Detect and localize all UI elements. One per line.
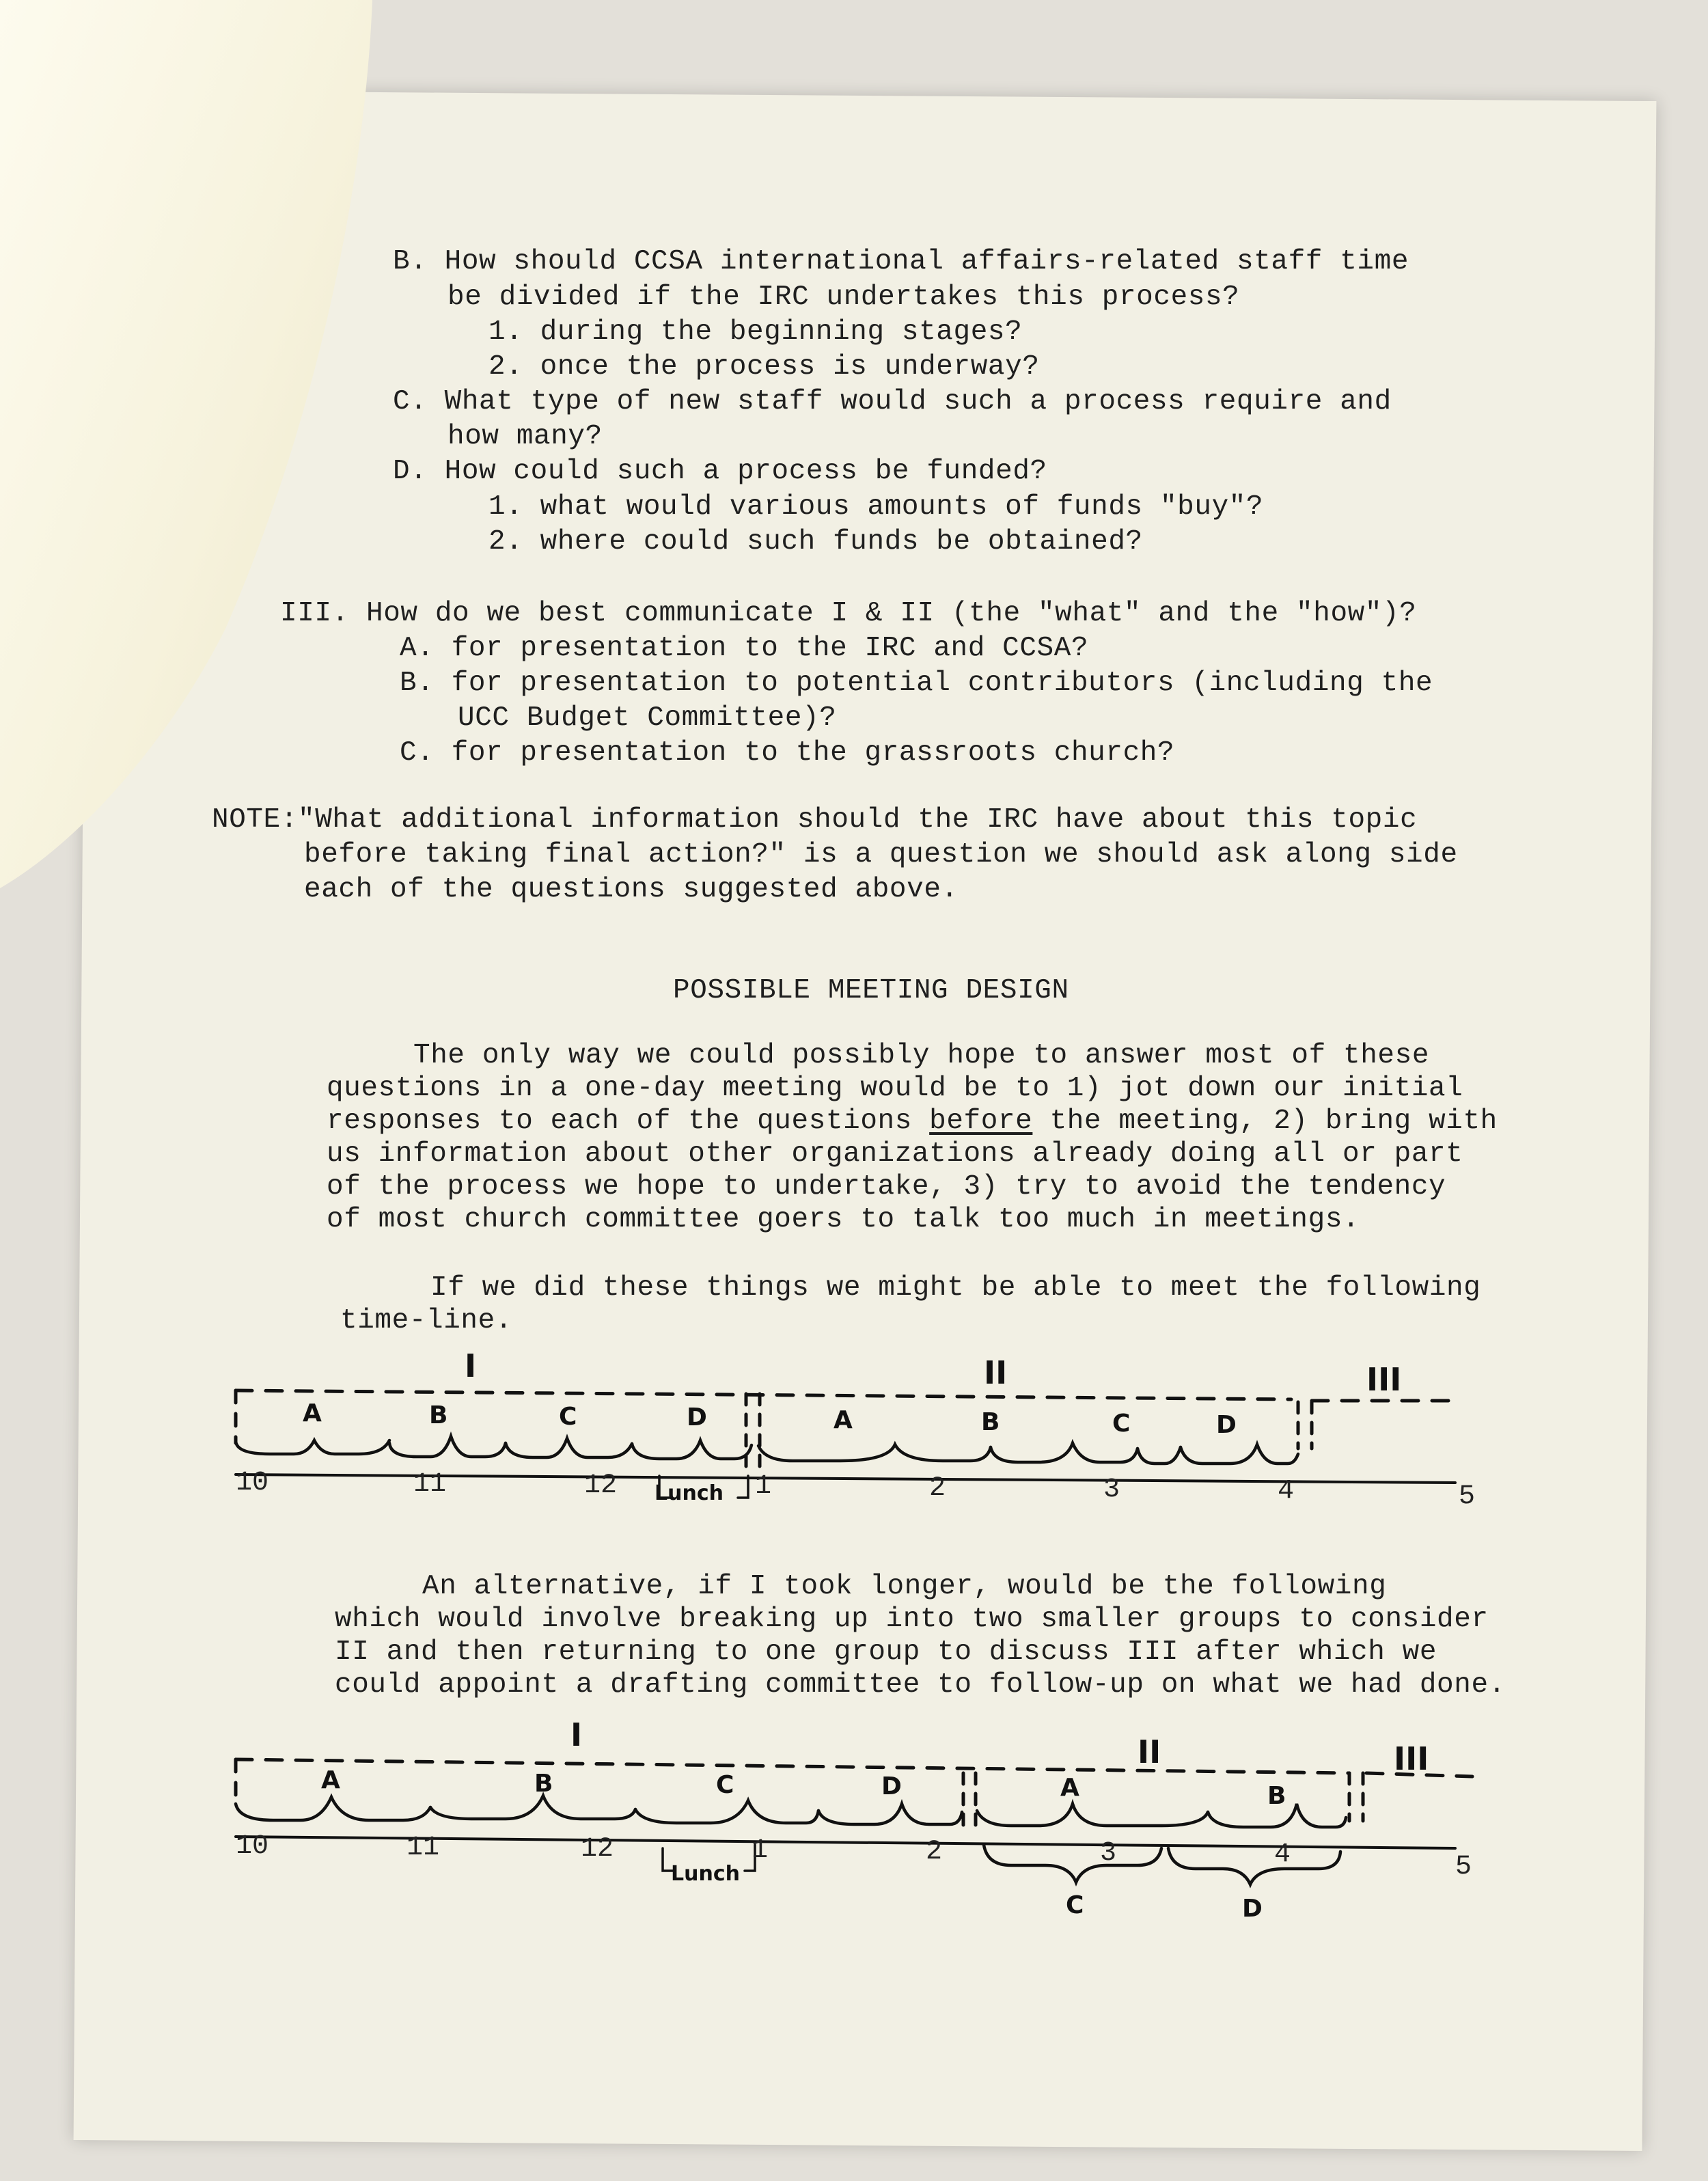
question-d-sub2: 2. where could such funds be obtained? xyxy=(488,526,1143,558)
timeline1-hour-2: 2 xyxy=(929,1473,946,1504)
timeline2-segment-II-B: B xyxy=(1267,1782,1286,1810)
alternative-line4: could appoint a drafting committee to follow-up on what we had done. xyxy=(335,1669,1506,1701)
timeline2-segment-II-D: D xyxy=(1242,1895,1263,1923)
timeline1-segment-I-D: D xyxy=(687,1403,707,1431)
timeline1-hour-12: 12 xyxy=(584,1470,618,1501)
timeline1-hour-5: 5 xyxy=(1459,1481,1476,1512)
note-line3: each of the questions suggested above. xyxy=(304,874,959,905)
timeline2-hour-5: 5 xyxy=(1455,1852,1472,1882)
timeline1-phase-III: III xyxy=(1366,1361,1402,1398)
timeline1-segment-II-A: A xyxy=(834,1406,853,1434)
alternative-line2: which would involve breaking up into two smaller groups to consider xyxy=(335,1604,1489,1635)
timeline2-hour-4: 4 xyxy=(1274,1839,1291,1870)
timeline1-segment-I-A: A xyxy=(303,1399,322,1427)
design-para2-line1: If we did these things we might be able to meet the following xyxy=(430,1272,1481,1304)
question-b-sub2: 2. once the process is underway? xyxy=(488,351,1040,383)
timeline1-segment-I-B: B xyxy=(429,1401,448,1429)
timeline2-segment-I-C: C xyxy=(716,1771,734,1799)
design-para1-line5: of the process we hope to undertake, 3) try to avoid the tendency xyxy=(327,1171,1446,1203)
timeline2-segment-I-D: D xyxy=(881,1772,902,1800)
timeline1-lunch-label: Lunch xyxy=(655,1481,724,1505)
question-c-line1: C. What type of new staff would such a process require and xyxy=(393,386,1392,417)
timeline1-segment-I-C: C xyxy=(559,1403,577,1431)
design-para1-line3c: the meeting, 2) bring with xyxy=(1032,1106,1498,1137)
design-para2-line2: time-line. xyxy=(340,1305,513,1336)
emphasis-before: before xyxy=(929,1106,1033,1137)
timeline1-hour-10: 10 xyxy=(236,1468,269,1498)
alternative-line1: An alternative, if I took longer, would be the following xyxy=(422,1571,1387,1602)
timeline2-phase-III: III xyxy=(1394,1740,1429,1777)
question-iii-c: C. for presentation to the grassroots church? xyxy=(400,737,1175,769)
design-para1-line4: us information about other organizations already doing all or part xyxy=(327,1138,1463,1170)
question-b-line2: be divided if the IRC undertakes this process? xyxy=(447,282,1240,313)
timeline2-lunch-label: Lunch xyxy=(671,1862,740,1886)
timeline2-phase-II: II xyxy=(1138,1733,1161,1770)
timeline2-segment-I-B: B xyxy=(534,1770,553,1798)
question-iii-b2: UCC Budget Committee)? xyxy=(458,702,837,734)
timeline1-hour-3: 3 xyxy=(1103,1474,1120,1505)
timeline2-hour-11: 11 xyxy=(407,1833,440,1863)
design-para1-line1: The only way we could possibly hope to answer most of these xyxy=(413,1040,1430,1071)
question-iii-b1: B. for presentation to potential contributors (including the xyxy=(400,668,1433,699)
note-line1: NOTE:"What additional information should the IRC have about this topic xyxy=(212,804,1418,836)
timeline2-hour-10: 10 xyxy=(236,1831,269,1862)
timeline2-hour-12: 12 xyxy=(581,1834,614,1865)
timeline2-phase-I: I xyxy=(570,1716,583,1753)
section-heading: POSSIBLE MEETING DESIGN xyxy=(673,975,1069,1006)
design-para1-line2: questions in a one-day meeting would be to 1) jot down our initial xyxy=(327,1073,1463,1104)
timeline1-hour-4: 4 xyxy=(1278,1476,1295,1507)
question-c-line2: how many? xyxy=(447,421,603,452)
timeline2-segment-II-C: C xyxy=(1066,1891,1084,1919)
timeline2-hour-1: 1 xyxy=(752,1835,769,1866)
question-b-sub1: 1. during the beginning stages? xyxy=(488,316,1023,348)
timeline1-hour-11: 11 xyxy=(413,1469,447,1500)
timeline1-segment-II-D: D xyxy=(1216,1411,1237,1439)
timeline1-hour-1: 1 xyxy=(755,1471,772,1502)
timeline1-segment-II-B: B xyxy=(981,1408,1000,1436)
question-iii-a: A. for presentation to the IRC and CCSA? xyxy=(400,633,1089,664)
timeline1-segment-II-C: C xyxy=(1112,1410,1131,1438)
timeline2-segment-II-A: A xyxy=(1060,1774,1079,1802)
design-para1-line6: of most church committee goers to talk too much in meetings. xyxy=(327,1204,1360,1235)
timeline2-hour-2: 2 xyxy=(926,1837,943,1867)
note-line2: before taking final action?" is a question we should ask along side xyxy=(304,839,1458,870)
question-b-line1: B. How should CCSA international affairs-related staff time xyxy=(393,246,1409,277)
timeline1-phase-II: II xyxy=(984,1354,1008,1391)
question-d-sub1: 1. what would various amounts of funds "buy"? xyxy=(488,491,1264,523)
question-iii-line1: III. How do we best communicate I & II (the "what" and the "how")? xyxy=(280,598,1417,629)
design-para1-line3a: responses to each of the questions xyxy=(327,1106,930,1137)
alternative-line3: II and then returning to one group to discuss III after which we xyxy=(335,1636,1437,1668)
timeline2-labels xyxy=(236,1716,1472,1923)
timeline1-labels xyxy=(236,1347,1475,1512)
timeline2-segment-I-A: A xyxy=(321,1766,340,1794)
timeline1-phase-I: I xyxy=(465,1347,477,1384)
question-d-line1: D. How could such a process be funded? xyxy=(393,456,1047,487)
timeline2-hour-3: 3 xyxy=(1100,1838,1117,1869)
